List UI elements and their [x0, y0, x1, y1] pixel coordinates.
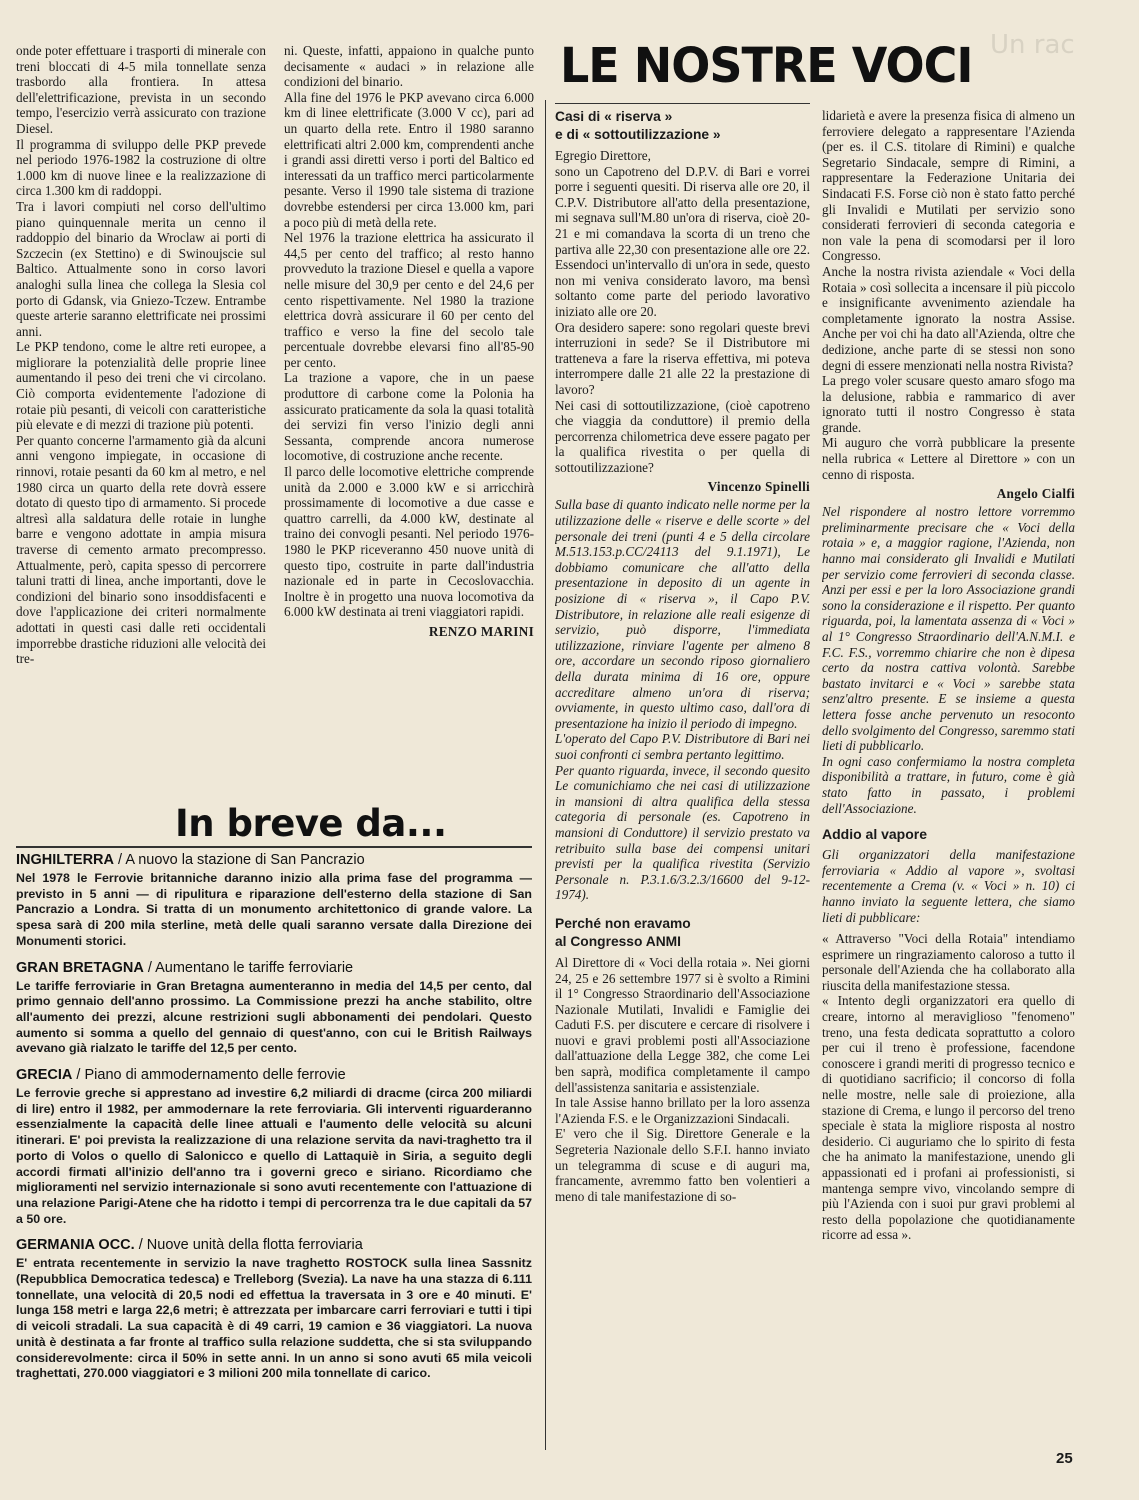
paragraph: La trazione a vapore, che in un paese produttore di carbone come la Polonia ha assicurato praticamente da sola la quasi totalità dei servizi fin verso l'inizio degli anni Sessanta, comprende ancora numerose locomotive, di costruzione anche recente. — [284, 370, 534, 464]
section-masthead: LE NOSTRE VOCI — [560, 36, 973, 94]
letter-signature: Vincenzo Spinelli — [707, 479, 810, 495]
letter-heading-line: Casi di « riserva » — [555, 109, 673, 124]
paragraph: Al Direttore di « Voci della rotaia ». Nei giorni 24, 25 e 26 settembre 1977 si è svolto a Rimini il 1° Congresso Straordinario dell'Associazione Nazionale Mutilati, Invalidi e Famiglie dei Caduti F.S. per discutere e cercare di risolvere i nuovi e gravi problemi posti all'Associazione dall'attuazione della Legge 382, che come Lei ben saprà, modifica completamente il campo dell'assistenza sanitaria e assistenziale. — [555, 954, 810, 1095]
brief-title: Piano di ammodernamento delle ferrovie — [84, 1067, 346, 1084]
paragraph: Il parco delle locomotive elettriche comprende unità da 2.000 e 3.000 kW e si arricchirà prossimamente di locomotive a due casse e quattro carrelli, da 4.000 kW, destinate al traino dei convogli pesanti. Nel periodo 1976-1980 le PKP riceveranno 450 nuove unità di questo tipo, costruite in parte dall'industria nazionale ed in parte in Cecoslovacchia. Inoltre è in progetto una nuova locomotiva da 6.000 kW destinata ai treni viaggiatori rapidi. — [284, 464, 534, 620]
letter-heading-line: Perché non eravamo — [555, 915, 691, 931]
reply-paragraph: L'operato del Capo P.V. Distributore di Bari nei suoi confronti ci sembra pertanto legittimo. — [555, 731, 810, 762]
reply-paragraph: Per quanto riguarda, invece, il secondo quesito Le comunichiamo che nei casi di utilizzazione in mansioni di altra qualifica della stessa categoria di personale (es. Capotreno in mansioni di Conduttore) il servizio prestato va retribuito sulla base dei compensi unitari previsti per la qualifica rivestita (Servizio Personale n. P.3.1.6/3.2.3/16600 del 9-12-1974). — [555, 762, 810, 903]
quote-paragraph: « Intento degli organizzatori era quello di creare, intorno al meraviglioso "fenomeno" treno, una festa dedicata soprattutto a coloro per cui il treno è professione, facendone conoscere i grandi meriti di progresso tecnico e di quotidiano sacrificio; il concorso di folla nelle mostre, nelle sale di proiezione, alla stazione di Crema, e lungo il percorso del treno speciale è stata la migliore risposta al nostro desiderio. Ci auguriamo che lo spirito di festa che ha animato la manifestazione, unendo gli appassionati ed i profani ai professionisti, si mantenga sempre vivo, vincolando sempre di più l'Azienda con i suoi pur gravi problemi al resto della popolazione che quotidianamente ricorre ad essa ». — [822, 993, 1075, 1243]
paragraph: sono un Capotreno del D.P.V. di Bari e vorrei porre i seguenti quesiti. Di riserva alle ore 20, il C.P.V. Distributore all'atto della presentazione, mi segnava sull'M.80 un'ora di riserva, cioè 20-21 e mi comandava la scorta di un treno che partiva alle 22,30 con presentazione alle ore 22. Essendoci un'intervallo di un'ora in sede, questo non mi veniva considerato lavoro, ma bensì soltanto come parte del periodo lavorativo iniziato alle ore 20. — [555, 163, 810, 319]
paragraph: ni. Queste, infatti, appaiono in qualche punto decisamente « audaci » in relazione alle condizioni del binario. — [284, 43, 534, 90]
letter-heading — [555, 915, 810, 951]
brief-country: GRAN BRETAGNA — [16, 959, 144, 976]
paragraph: Nel 1976 la trazione elettrica ha assicurato il 44,5 per cento del traffico; al resto hanno provveduto la trazione Diesel e quella a vapore nelle misure del 30,9 per cento e del 24,6 per cento rispettivamente. Nel 1980 la trazione elettrica dovrà assicurare il 60 per cento del traffico e verso la fine del secolo tale percentuale dovrebbe elevarsi fino all'85-90 per cento. — [284, 230, 534, 370]
letter-heading — [555, 108, 810, 144]
intro-paragraph: Gli organizzatori della manifestazione ferroviaria « Addio al vapore », svoltasi recentemente a Crema (v. « Voci » n. 10) ci hanno inviato la seguente lettera, che siamo lieti di pubblicare: — [822, 847, 1075, 925]
brief-body: Nel 1978 le Ferrovie britanniche daranno inizio alla prima fase del programma — previsto in 5 anni — di ripulitura e riparazione dell'esterno della stazione di San Pancrazio a Londra. Si tratta di un monumento architettonico di grande valore. La spesa sarà di 200 mila sterline, metà delle quali saranno versate dalla Direzione dei Monumenti storici. — [16, 871, 532, 948]
brief-country: GRECIA — [16, 1067, 73, 1084]
news-briefs — [16, 852, 532, 1452]
news-briefs-title: In breve da... — [175, 802, 447, 845]
paragraph: lidarietà e avere la presenza fisica di almeno un ferroviere delegato a rappresentare l'Azienda (per es. il C.S. titolare di Rimini) e qualche Segretario Sindacale, sempre di Rimini, a rappresentare la Federazione Unitaria dei Sindacati F.S. Forse ciò non è stato fatto perché gli Invalidi e Mutilati per servizio sono considerati ferrovieri di seconda categoria e non vale la pena di scomodarsi per il loro Congresso. — [822, 108, 1075, 264]
brief-headline: GRAN BRETAGNA / Aumentano le tariffe ferroviarie — [16, 959, 354, 976]
salutation: Egregio Direttore, — [555, 148, 651, 163]
paragraph: La prego voler scusare questo amaro sfogo ma la delusione, rabbia e rammarico di aver ignorato tutti il nostro Congresso è stata grande. — [822, 373, 1075, 435]
brief-body: Le tariffe ferroviarie in Gran Bretagna aumenteranno in media del 14,5 per cento, dal primo gennaio dell'anno prossimo. La Commissione prezzi ha anche stabilito, oltre all'aumento dei prezzi, alcune restrizioni sugli abbonamenti dei pendolari. Questo aumento si somma a quello del gennaio di quest'anno, con cui le British Railways avevano già rialzato le tariffe del 12,5 per cento. — [16, 978, 532, 1056]
brief-country: INGHILTERRA — [16, 852, 115, 868]
brief-headline: GRECIA / Piano di ammodernamento delle ferrovie — [16, 1067, 346, 1084]
column-3-top-rule — [555, 103, 810, 104]
reply-paragraph: Nel rispondere al nostro lettore vorremmo preliminarmente precisare che « Voci della rotaia » e, a maggior ragione, l'Azienda, non hanno mai considerato gli Invalidi e Mutilati per servizio come ferrovieri di seconda classe. Anzi per essi e per la loro Associazione grandi sono la considerazione e il rispetto. Per quanto riguarda, poi, la lamentata assenza di « Voci » al 1° Congresso Straordinario dell'A.N.M.I. e F.C. F.S., vorremmo chiarire che non è dipesa certo da nostra cattiva volontà. Sarebbe bastato invitarci e « Voci » sarebbe stata senz'altro presente. E se insieme a questa lettera fosse anche pervenuto un resoconto dello svolgimento del Congresso, saremmo stati lieti di pubblicarlo. — [822, 504, 1075, 754]
brief-title: A nuovo la stazione di San Pancrazio — [125, 852, 365, 868]
letter-heading-line: e di « sottoutilizzazione » — [555, 127, 721, 142]
brief-headline: GERMANIA OCC. / Nuove unità della flotta ferroviaria — [16, 1237, 363, 1254]
paragraph: E' vero che il Sig. Direttore Generale e la Segreteria Nazionale dello S.F.I. hanno inviato un telegramma di scuse e di auguri ma, francamente, avremmo fatto ben volentieri a meno di tale manifestazione di so- — [555, 1126, 810, 1204]
paragraph: Alla fine del 1976 le PKP avevano circa 6.000 km di linee elettrificate (3.000 V cc), pari ad un quarto della rete. Entro il 1980 saranno elettrificati altri 2.000 km, comprendenti anche i grandi assi diretti verso i porti del Baltico ed interessati da un traffico merci particolarmente pesante. Verso il 1990 tale sistema di trazione dovrebbe estendersi per circa 13.000 km, pari a poco più di metà della rete. — [284, 89, 534, 230]
letter-heading-line: al Congresso ANMI — [555, 933, 681, 949]
brief-body: Le ferrovie greche si apprestano ad investire 6,2 miliardi di dracme (circa 200 miliardi di lire) entro il 1982, per ammodernare la rete ferroviaria. Gli interventi riguarderanno essenzialmente la capacità delle linee attuali e l'aumento delle velocità su alcuni itinerari. E' poi prevista la realizzazione di una relazione servita da navi-traghetto tra il porto di Volos o quello di Salonicco e quello di Lattaquiè in Siria, a seguito degli accordi firmati all'inizio dell'anno tra i governi greco e siriano. Ricordiamo che miglioramenti nel servizio internazionale si sono avuti recentemente con l'attuazione di una relazione Parigi-Atene che ha ridotto i tempi di percorrenza tra le due capitali da 57 a 50 ore. — [16, 1086, 532, 1226]
letters-column-3 — [555, 108, 810, 1458]
author-signature: RENZO MARINI — [428, 623, 534, 639]
letters-column-4 — [822, 108, 1075, 1458]
paragraph: Ora desidero sapere: sono regolari queste brevi interruzioni in sede? Se il Distributore mi tratteneva a fare la riserva effettiva, mi poteva interrompere dalle 21 alle 22 la prestazione di lavoro? — [555, 319, 810, 397]
brief-headline: INGHILTERRA / A nuovo la stazione di San Pancrazio — [16, 852, 365, 868]
column-divider — [545, 100, 546, 1450]
paragraph: Le PKP tendono, come le altre reti europee, a migliorare la potenzialità delle proprie linee aumentando il peso dei treni che vi circolano. Ciò comporta evidentemente l'adozione di rotaie più pesanti, di veicoli con caratteristiche più elevate e di mezzi di trazione più potenti. — [16, 339, 266, 433]
reply-paragraph: Sulla base di quanto indicato nelle norme per la utilizzazione delle « riserve e delle scorte » del personale dei treni (punti 4 e 5 della circolare M.513.153.p.CC/24113 del 9.1.1971), Le dobbiamo comunicare che all'atto della presentazione in deposito di un agente in posizione di « riserva », il Capo P.V. Distributore, in relazione alle reali esigenze di servizio, può disporre, l'immediata utilizzazione, rinviare l'agente per almeno 8 ore, accordare un secondo riposo giornaliero della durata minima di 16 ore, oppure accreditare almeno un'ora di riserva; ovviamente, in questo ultimo caso, dall'ora di presentazione ha inizio il periodo di impegno. — [555, 497, 810, 731]
page-number: 25 — [1056, 1450, 1073, 1467]
quote-paragraph: « Attraverso "Voci della Rotaia" intendiamo esprimere un ringraziamento caloroso a tutto il personale dell'Azienda che ha collaborato alla riuscita della manifestazione stessa. — [822, 931, 1075, 993]
brief-title: Aumentano le tariffe ferroviarie — [155, 959, 354, 976]
paragraph: Mi auguro che vorrà pubblicare la presente nella rubrica « Lettere al Direttore » con un cenno di risposta. — [822, 435, 1075, 482]
news-briefs-rule — [16, 846, 532, 848]
letter-signature: Angelo Cialfi — [996, 486, 1075, 502]
paragraph: Nei casi di sottoutilizzazione, (cioè capotreno che viaggia da conduttore) il premio della percorrenza chilometrica deve essere pagato per la qualifica rivestita o per quella di sottoutilizzazione? — [555, 397, 810, 475]
article-column-1 — [16, 43, 266, 793]
brief-body: E' entrata recentemente in servizio la nave traghetto ROSTOCK sulla linea Sassnitz (Repubblica Democratica tedesca) e Trelleborg (Svezia). La nave ha una stazza di 6.111 tonnellate, una velocità di 20,5 nodi ed effettua la traversata in 3 ore e 40 minuti. E' lunga 158 metri e larga 22,6 metri; è attrezzata per imbarcare carri ferroviari e tutti i tipi di veicoli stradali. La sua capacità è di 49 carri, 19 camion e 36 viaggiatori. La nuova unità è destinata a far fronte al traffico sulla relazione suddetta, che si sta sviluppando considerevolmente: circa il 50% in sette anni. In un anno si sono avuti 65 mila veicoli traghettati, 270.000 viaggiatori e 3 milioni 200 mila tonnellate di carico. — [16, 1256, 532, 1381]
paragraph: Per quanto concerne l'armamento già da alcuni anni vengono impiegate, in occasione di rinnovi, rotaie pesanti da 60 km al metro, e nel 1980 circa un quarto della rete dovrà essere dotato di questo tipo di armamento. Si procede altresì alla saldatura delle rotaie in lunghe barre e vengono adottate in ampia misura traverse di cemento armato precompresso. Attualmente, però, capita spesso di percorrere taluni tratti di linea, anche importanti, dove le condizioni del binario sono insoddisfacenti e dove l'applicazione dei criteri normalmente adottati in questi casi dalle reti occidentali imporrebbe drastiche riduzioni alle velocità dei tre- — [16, 432, 266, 667]
article-column-2 — [284, 43, 534, 783]
brief-country: GERMANIA OCC. — [16, 1237, 135, 1254]
reply-paragraph: In ogni caso confermiamo la nostra completa disponibilità a trattare, in futuro, come è già stato fatto in passato, i problemi dell'Associazione. — [822, 753, 1075, 816]
brief-title: Nuove unità della flotta ferroviaria — [146, 1237, 363, 1254]
paragraph: onde poter effettuare i trasporti di minerale con treni bloccati di 4-5 mila tonnellate senza trasbordo alla frontiera. In attesa dell'elettrificazione, prevista in un secondo tempo, l'esercizio verrà assicurato con trazione Diesel. — [16, 43, 266, 136]
paragraph: Il programma di sviluppo delle PKP prevede nel periodo 1976-1982 la costruzione di oltre 1.000 km di nuove linee e la realizzazione di circa 1.300 km di raddoppi. — [16, 136, 266, 199]
paragraph: Tra i lavori compiuti nel corso dell'ultimo piano quinquennale merita un cenno il raddoppio del binario da Wroclaw ai porti di Szczecin (ex Stettino) e di Swinoujscie sul Baltico. Attualmente sono in corso lavori analoghi sulla linea che collega la Slesia col porto di Gdansk, via Gniezo-Tczew. Entrambe queste arterie saranno elettrificate nei prossimi anni. — [16, 198, 266, 339]
paragraph: Anche la nostra rivista aziendale « Voci della Rotaia » così sollecita a incensare il più piccolo e insignificante avvenimento aziendale ha completamente ignorato la nostra Assise. Anche per voi chi ha dato all'Azienda, oltre che dedizione, anche parte di se stessi non sono degni di essere menzionati nella nostra Rivista? — [822, 263, 1075, 373]
masthead-ghost-text: Un rac — [990, 30, 1075, 60]
paragraph: In tale Assise hanno brillato per la loro assenza l'Azienda F.S. e le Organizzazioni Sindacali. — [555, 1095, 810, 1126]
section-heading: Addio al vapore — [822, 826, 928, 843]
